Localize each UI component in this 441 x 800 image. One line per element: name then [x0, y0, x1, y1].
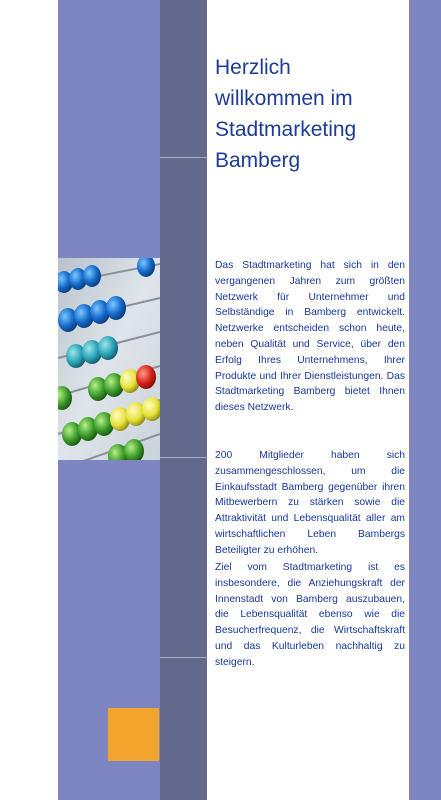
- members-paragraph: 200 Mitglieder haben sich zusammengeschlossen, um die Einkaufsstadt Bamberg gegenüber ihren Mitbewerbern zu stärken sowie die Attraktivität und Lebensqualität aller am wirtschaftlichen Leben Bambergs Beteiligter zu erhöhen.: [215, 450, 405, 556]
- title-line: Herzlich: [215, 56, 291, 79]
- band-divider: [160, 157, 207, 158]
- abacus-photo: [58, 258, 160, 460]
- band-divider: [160, 457, 207, 458]
- right-band: [409, 0, 441, 800]
- left-margin: [0, 0, 58, 800]
- band-divider: [160, 657, 207, 658]
- intro-paragraph: Das Stadtmarketing hat sich in den vergangenen Jahren zum größten Netzwerk für Unternehmer und Selbständige in Bamberg entwickelt. Netzwerke entscheiden schon heute, neben Qualität und Service, über den Erfolg Ihres Unternehmens, Ihrer Produkte und Ihrer Dienstleistungen. Das Stadtmarketing Bamberg bietet Ihnen dieses Netzwerk.: [215, 260, 405, 414]
- title-line: willkommen im: [215, 87, 353, 110]
- page-title: [215, 52, 405, 176]
- title-line: Stadtmarketing: [215, 118, 357, 141]
- slate-band: [160, 0, 207, 800]
- orange-accent-block: [108, 708, 159, 761]
- title-line: Bamberg: [215, 149, 301, 172]
- goals-paragraph: Ziel vom Stadtmarketing ist es insbesondere, die Anziehungskraft der Innenstadt von Bamberg auszubauen, die Lebensqualität ebenso wie die Besucherfrequenz, die Wirtschaftskraft und das Kulturleben nachhaltig zu steigern.: [215, 562, 405, 668]
